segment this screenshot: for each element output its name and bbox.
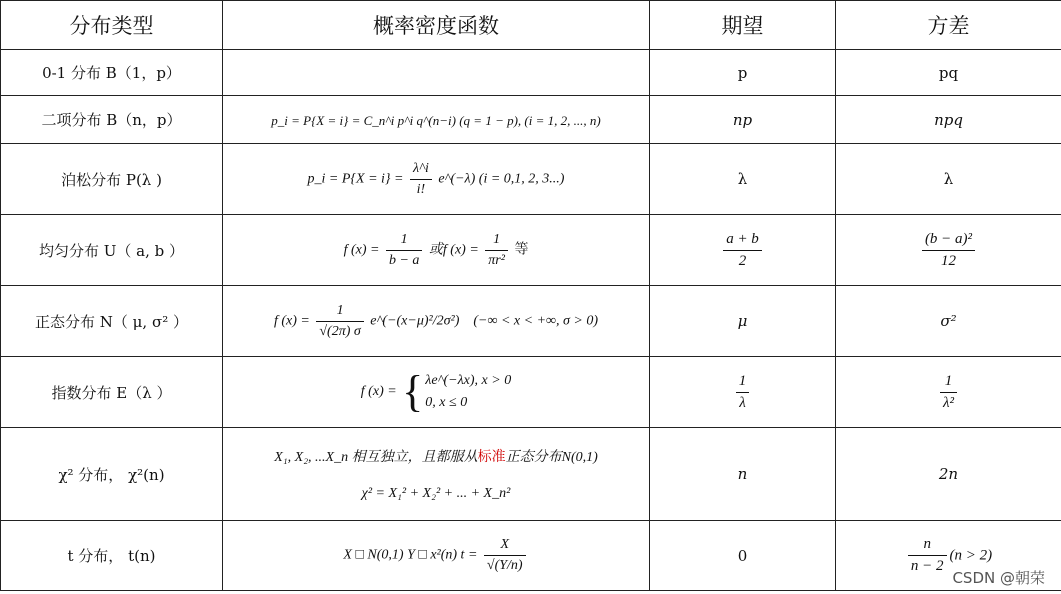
row-name: 指数分布 E（λ ）	[1, 357, 223, 428]
header-row	[1, 1, 1061, 50]
pdf-formula	[360, 367, 512, 416]
pdf-line-1a: X₁, X₂, ...X_n 相互独立，且都服从	[274, 450, 478, 465]
row-variance: λ	[836, 144, 1061, 215]
row-variance: 2n	[836, 428, 1061, 521]
variance-condition: (n > 2)	[949, 547, 993, 564]
table-row	[1, 357, 1061, 428]
header-type: 分布类型	[1, 1, 223, 50]
highlight-standard: 标准	[477, 449, 506, 465]
table-row	[1, 428, 1061, 521]
row-name: 泊松分布 P(λ )	[1, 144, 223, 215]
row-name: χ² 分布， χ²(n)	[1, 428, 223, 521]
pdf-formula	[308, 161, 565, 198]
mean-denominator: 2	[738, 252, 747, 269]
row-name: t 分布， t(n)	[1, 521, 223, 591]
pdf-fraction	[316, 303, 363, 340]
table-row	[1, 286, 1061, 357]
table-row	[1, 144, 1061, 215]
pdf-numerator-2: 1	[485, 232, 508, 251]
pdf-left: f (x) =	[273, 313, 310, 329]
pdf-right: e^(−λ) (i = 0,1, 2, 3...)	[438, 171, 565, 187]
variance-fraction	[940, 373, 957, 412]
row-variance: σ²	[836, 286, 1061, 357]
pdf-line-2: χ² = X₁² + X₂² + ... + X_n²	[361, 486, 511, 501]
pdf-left: f (x) =	[343, 242, 380, 258]
pdf-denominator-2: πr²	[488, 252, 505, 268]
row-pdf	[223, 286, 650, 357]
variance-denominator: n − 2	[910, 558, 944, 574]
table-row	[1, 96, 1061, 144]
variance-fraction	[922, 231, 975, 270]
row-name: 二项分布 B（n，p）	[1, 96, 223, 144]
pdf-formula	[274, 303, 598, 340]
row-mean	[650, 357, 836, 428]
pdf-denominator: i!	[416, 181, 426, 197]
pdf-formula	[344, 232, 529, 269]
row-mean: λ	[650, 144, 836, 215]
row-pdf	[223, 521, 650, 591]
header-pdf: 概率密度函数	[223, 1, 650, 50]
mean-numerator: a + b	[723, 231, 762, 251]
row-pdf	[223, 357, 650, 428]
pdf-denominator: √(Y/n)	[486, 558, 523, 573]
row-pdf	[223, 428, 650, 521]
pdf-formula	[343, 537, 528, 574]
table-row	[1, 521, 1061, 591]
pdf-fraction	[386, 232, 422, 269]
pdf-line-1	[223, 446, 649, 466]
row-name: 均匀分布 U（ a, b ）	[1, 215, 223, 286]
pdf-fraction	[410, 161, 432, 198]
mean-fraction	[723, 231, 762, 270]
table-row	[1, 50, 1061, 96]
pdf-exponential: e^(−(x−μ)²/2σ²)	[370, 313, 460, 329]
pdf-numerator: λ^i	[410, 161, 432, 180]
pdf-end: 等	[514, 241, 529, 258]
row-pdf	[223, 50, 650, 96]
row-pdf	[223, 96, 650, 144]
pdf-left: X □ N(0,1) Y □ x²(n) t =	[343, 547, 478, 563]
row-name: 0-1 分布 B（1，p）	[1, 50, 223, 96]
piece-line-2: 0, x ≤ 0	[425, 395, 468, 410]
pdf-line-1b: 正态分布N(0,1)	[505, 450, 598, 465]
row-mean: μ	[650, 286, 836, 357]
row-pdf	[223, 215, 650, 286]
pdf-numerator: 1	[316, 303, 363, 322]
pdf-denominator: √(2π) σ	[319, 323, 361, 339]
pdf-right: (−∞ < x < +∞, σ > 0)	[473, 313, 599, 329]
row-mean: n	[650, 428, 836, 521]
piece-line-1: λe^(−λx), x > 0	[425, 373, 512, 388]
brace-icon: {	[402, 367, 424, 416]
pdf-formula: p_i = P{X = i} = C_n^i p^i q^(n−i) (q = 1 − p), (i = 1, 2, ..., n)	[271, 113, 601, 128]
pdf-left: p_i = P{X = i} =	[307, 171, 404, 187]
variance-numerator: (b − a)²	[922, 231, 975, 251]
table-row	[1, 215, 1061, 286]
row-variance	[836, 215, 1061, 286]
row-mean: p	[650, 50, 836, 96]
header-mean: 期望	[650, 1, 836, 50]
pdf-numerator: 1	[386, 232, 422, 251]
variance-numerator: n	[908, 536, 947, 556]
mean-denominator: λ	[739, 394, 746, 411]
header-variance: 方差	[836, 1, 1061, 50]
variance-numerator: 1	[940, 373, 957, 393]
piecewise-lines	[425, 373, 511, 411]
watermark: CSDN @朝荣	[952, 569, 1045, 587]
row-mean: 0	[650, 521, 836, 591]
row-mean: np	[650, 96, 836, 144]
row-pdf	[223, 144, 650, 215]
pdf-fraction	[484, 537, 526, 574]
row-variance: npq	[836, 96, 1061, 144]
pdf-fraction-2	[485, 232, 508, 269]
row-mean	[650, 215, 836, 286]
pdf-numerator: X	[484, 537, 526, 556]
mean-numerator: 1	[736, 373, 750, 393]
pdf-left: f (x) =	[360, 384, 397, 400]
variance-fraction	[908, 536, 947, 575]
pdf-denominator: b − a	[388, 252, 420, 268]
variance-denominator: λ²	[943, 394, 954, 411]
piecewise-brace	[400, 367, 512, 416]
row-name: 正态分布 N（ μ, σ² ）	[1, 286, 223, 357]
pdf-middle: 或f (x) =	[428, 242, 479, 258]
row-variance: pq	[836, 50, 1061, 96]
mean-fraction	[736, 373, 750, 412]
variance-denominator: 12	[940, 252, 956, 269]
row-variance	[836, 357, 1061, 428]
